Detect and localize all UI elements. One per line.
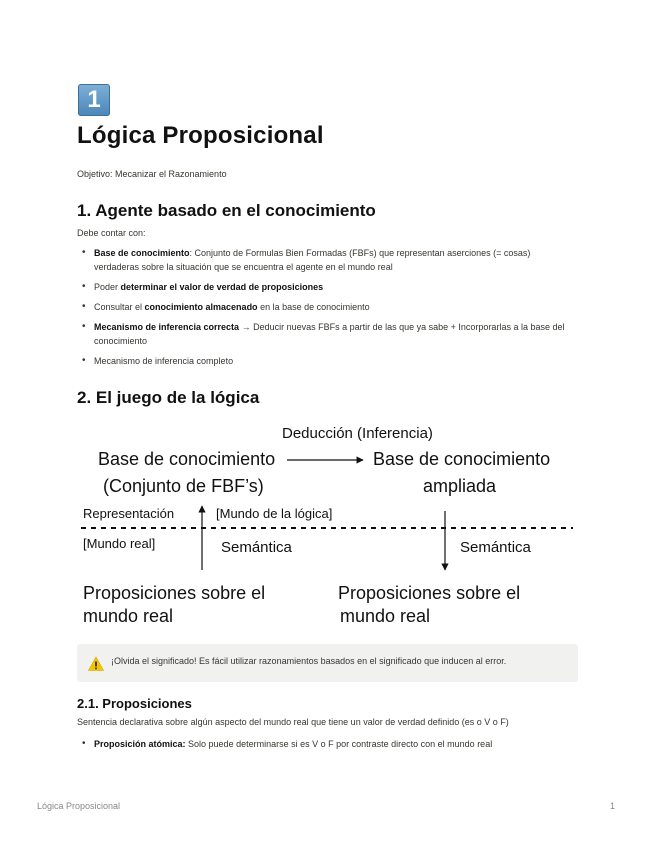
- list-item-text: Poder: [94, 282, 121, 292]
- base-right-line1: Base de conocimiento: [373, 449, 551, 469]
- base-left-line1: Base de conocimiento: [98, 449, 276, 469]
- section-2-1-list: [77, 737, 577, 751]
- prop-right-line1: Proposiciones sobre el: [338, 583, 521, 603]
- list-item-bold: Base de conocimiento: [94, 248, 190, 258]
- base-right-line2: ampliada: [423, 476, 497, 496]
- list-item-text: en la base de conocimiento: [257, 302, 370, 312]
- list-item: [77, 280, 577, 294]
- list-item: [77, 737, 577, 751]
- list-item-bold: conocimiento almacenado: [144, 302, 258, 312]
- list-item-text: → Deducir nuevas FBFs a partir de las que ya sabe + Incorporarlas a la base del conocimiento: [94, 322, 565, 346]
- warning-callout: [77, 644, 578, 682]
- list-item: [77, 354, 577, 368]
- footer-page-number: 1: [610, 801, 616, 811]
- objective-text: Objetivo: Mecanizar el Razonamiento: [77, 169, 227, 179]
- section-2-1-intro: Sentencia declarativa sobre algún aspecto del mundo real que tiene un valor de verdad definido (es o V o F): [77, 717, 509, 727]
- list-item: [77, 246, 577, 274]
- section-1-heading: 1. Agente basado en el conocimiento: [77, 201, 376, 220]
- list-item-bold: Mecanismo de inferencia correcta: [94, 322, 240, 332]
- list-item-text: Solo puede determinarse si es V o F por contraste directo con el mundo real: [185, 739, 493, 749]
- list-item-bold: Proposición atómica:: [94, 739, 186, 749]
- section-2-1-heading: 2.1. Proposiciones: [77, 696, 192, 711]
- list-item-text: : Conjunto de Formulas Bien Formadas (FBFs) que representan aserciones (= cosas) verdaderas sobre la situación que se encuentra el agente en el mundo real: [94, 248, 531, 272]
- list-item: [77, 320, 577, 348]
- prop-right-line2: mundo real: [340, 606, 431, 626]
- prop-left-line2: mundo real: [83, 606, 174, 626]
- warning-icon: [88, 656, 104, 672]
- list-item: [77, 300, 577, 314]
- mundo-real-label: [Mundo real]: [83, 536, 156, 551]
- section-2-heading: 2. El juego de la lógica: [77, 388, 260, 407]
- deduccion-label: Deducción (Inferencia): [282, 425, 433, 442]
- section-1-intro: Debe contar con:: [77, 228, 146, 238]
- list-item-text: Mecanismo de inferencia completo: [94, 356, 234, 366]
- diagram-lines: [77, 420, 577, 630]
- base-left-line2: (Conjunto de FBF’s): [103, 476, 264, 496]
- keycap-one-icon: 1: [78, 84, 110, 116]
- list-item-text: Consultar el: [94, 302, 145, 312]
- mundo-logica-label: [Mundo de la lógica]: [216, 506, 333, 521]
- section-1-list: [77, 246, 577, 368]
- warning-callout-text: ¡Olvida el significado! Es fácil utilizar razonamientos basados en el significado que inducen al error.: [111, 656, 507, 666]
- semantica-right-label: Semántica: [460, 539, 531, 556]
- footer-title: Lógica Proposicional: [37, 801, 121, 811]
- representacion-label: Representación: [83, 506, 175, 521]
- logic-game-diagram: [77, 420, 577, 630]
- semantica-left-label: Semántica: [221, 539, 292, 556]
- prop-left-line1: Proposiciones sobre el: [83, 583, 266, 603]
- list-item-bold: determinar el valor de verdad de proposiciones: [120, 282, 324, 292]
- page-title: Lógica Proposicional: [77, 122, 324, 149]
